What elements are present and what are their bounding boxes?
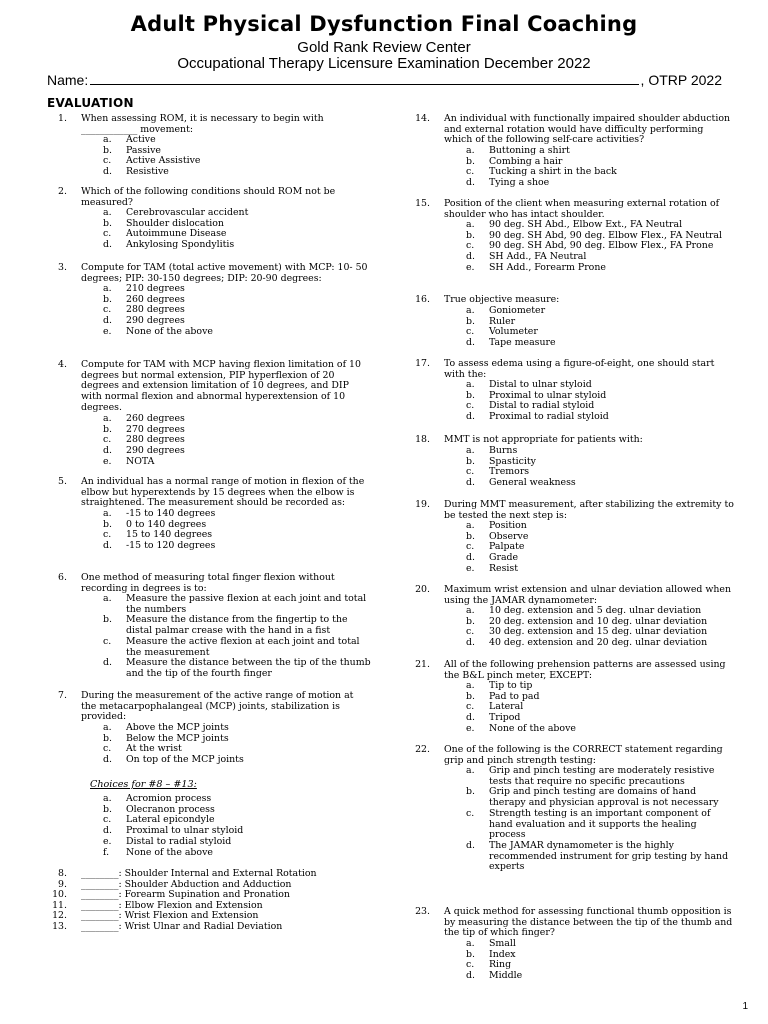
option-text: 290 degrees: [126, 445, 185, 457]
question-number: 16.: [415, 294, 430, 305]
question-number: 5.: [58, 476, 67, 487]
option-letter: d.: [103, 445, 112, 457]
answer-option: [444, 317, 734, 328]
choice-letter: c.: [103, 814, 112, 826]
option-text: SH Add., Forearm Prone: [489, 261, 606, 273]
answer-options: [444, 306, 734, 349]
answer-option: [444, 787, 734, 808]
option-letter: b.: [466, 615, 475, 627]
answer-option: [81, 615, 371, 636]
choice-item: [81, 848, 243, 859]
option-text: Tucking a shirt in the back: [489, 166, 617, 178]
choice-letter: f.: [103, 846, 110, 858]
option-text: Spasticity: [489, 455, 536, 467]
answer-option: [444, 263, 734, 274]
option-text: Distal to ulnar styloid: [489, 379, 592, 390]
page-number: 1: [742, 1001, 748, 1012]
option-letter: e.: [466, 722, 475, 734]
answer-option: [444, 146, 734, 157]
option-letter: c.: [466, 166, 475, 178]
answer-option: [444, 327, 734, 338]
choice-text: Acromion process: [126, 793, 212, 804]
question-stem: Compute for TAM (total active movement) with MCP: 10- 50 degrees; PIP: 30-150 degrees; DIP: 20-90 degrees:: [81, 262, 368, 284]
answer-options: [81, 208, 371, 251]
option-text: At the wrist: [126, 743, 182, 755]
option-text: Grade: [489, 552, 519, 564]
answer-option: [81, 594, 371, 615]
question-stem: All of the following prehension patterns are assessed using the B&L pinch meter, EXCEPT:: [444, 659, 726, 681]
option-text: 260 degrees: [126, 413, 185, 424]
option-text: Strength testing is an important component of hand evaluation and it supports the healing process: [489, 807, 711, 841]
option-text: On top of the MCP joints: [126, 754, 244, 766]
option-letter: b.: [466, 389, 475, 401]
document-title: Adult Physical Dysfunction Final Coaching: [130, 12, 638, 36]
option-text: 40 deg. extension and 20 deg. ulnar deviation: [489, 637, 708, 649]
option-text: 10 deg. extension and 5 deg. ulnar deviation: [489, 605, 702, 616]
answer-option: [444, 960, 734, 971]
option-letter: d.: [466, 839, 475, 851]
option-letter: c.: [103, 635, 112, 647]
question-stem: To assess edema using a figure-of-eight, one should start with the:: [444, 358, 715, 380]
option-letter: a.: [466, 605, 475, 616]
option-text: 280 degrees: [126, 434, 185, 446]
option-letter: e.: [103, 455, 112, 467]
option-letter: b.: [103, 732, 112, 744]
answer-options: [444, 521, 734, 575]
matching-number: 11.: [52, 899, 67, 911]
option-letter: a.: [103, 283, 112, 294]
option-letter: d.: [466, 712, 475, 724]
option-letter: b.: [103, 217, 112, 229]
option-letter: d.: [103, 239, 112, 251]
answer-option: [81, 637, 371, 658]
option-letter: c.: [466, 400, 475, 412]
option-text: Shoulder dislocation: [126, 217, 224, 229]
choice-letter: d.: [103, 825, 112, 837]
question-number: 21.: [415, 659, 430, 670]
answer-option: [81, 414, 371, 425]
option-letter: c.: [103, 228, 112, 240]
option-text: NOTA: [126, 455, 155, 467]
option-text: Proximal to ulnar styloid: [489, 389, 607, 401]
option-text: Burns: [489, 445, 518, 456]
answer-options: [444, 380, 734, 423]
answer-options: [81, 414, 371, 468]
answer-option: [81, 156, 371, 167]
answer-option: [81, 734, 371, 745]
option-text: Small: [489, 938, 516, 949]
option-text: 20 deg. extension and 10 deg. ulnar deviation: [489, 615, 708, 627]
option-text: 90 deg. SH Abd., Elbow Ext., FA Neutral: [489, 219, 683, 230]
option-text: Pad to pad: [489, 690, 540, 702]
option-text: Index: [489, 948, 516, 960]
answer-option: [81, 435, 371, 446]
answer-option: [81, 658, 371, 679]
question-number: 7.: [58, 690, 67, 701]
matching-number: 9.: [58, 878, 67, 890]
answer-option: [81, 305, 371, 316]
option-letter: b.: [103, 614, 112, 626]
answer-option: [81, 509, 371, 520]
option-text: None of the above: [126, 325, 213, 337]
option-text: 90 deg. SH Abd, 90 deg. Elbow Flex., FA Neutral: [489, 229, 722, 241]
option-letter: a.: [466, 305, 475, 316]
option-text: 260 degrees: [126, 293, 185, 305]
answer-option: [444, 553, 734, 564]
option-text: Buttoning a shirt: [489, 145, 570, 156]
answer-option: [444, 521, 734, 532]
matching-number: 13.: [52, 921, 67, 932]
answer-options: [81, 594, 371, 680]
option-text: Goniometer: [489, 305, 546, 316]
question-stem: An individual has a normal range of motion in flexion of the elbow but hyperextends by 15 degrees when the elbow is straightened. The measurement should be recorded as:: [81, 476, 365, 509]
answer-option: [444, 702, 734, 713]
answer-options: [81, 509, 371, 552]
option-text: -15 to 140 degrees: [126, 508, 216, 519]
option-text: 270 degrees: [126, 423, 185, 435]
answer-option: [81, 240, 371, 251]
choice-text: Distal to radial styloid: [126, 835, 232, 847]
option-letter: d.: [466, 637, 475, 649]
answer-options: [444, 146, 734, 189]
option-text: Tape measure: [489, 337, 556, 349]
question-stem: Compute for TAM with MCP having flexion limitation of 10 degrees but normal extension, PIP hyperflexion of 20 degrees and extension limitation of 10 degrees, and DIP with normal flexion and abnormal hyperextension of 10 degrees.: [81, 359, 361, 413]
answer-option: [81, 457, 371, 468]
option-text: Measure the passive flexion at each joint and total the numbers: [126, 593, 367, 615]
choice-letter: e.: [103, 835, 112, 847]
option-letter: b.: [103, 144, 112, 156]
option-text: 0 to 140 degrees: [126, 518, 207, 530]
choices-list: [81, 794, 243, 858]
answer-options: [444, 766, 734, 873]
option-text: Volumeter: [489, 326, 538, 338]
option-text: Measure the distance from the fingertip to the distal palmar crease with the hand in a fist: [126, 614, 348, 637]
matching-text: ________: Forearm Supination and Pronation: [81, 889, 290, 901]
question-number: 23.: [415, 906, 430, 917]
option-letter: b.: [466, 690, 475, 702]
option-letter: e.: [103, 325, 112, 337]
question-stem: Which of the following conditions should ROM not be measured?: [81, 186, 336, 208]
option-text: General weakness: [489, 477, 576, 489]
option-letter: e.: [466, 261, 475, 273]
option-letter: a.: [103, 413, 112, 424]
answer-option: [444, 971, 734, 982]
option-text: Above the MCP joints: [126, 722, 229, 733]
answer-option: [444, 167, 734, 178]
question-stem: True objective measure:: [444, 294, 560, 305]
option-letter: c.: [103, 304, 112, 316]
answer-option: [444, 338, 734, 349]
option-letter: d.: [466, 477, 475, 489]
option-text: None of the above: [489, 722, 576, 734]
question-stem: Position of the client when measuring external rotation of shoulder who has intact shoulder.: [444, 198, 720, 220]
answer-options: [81, 135, 371, 178]
option-letter: d.: [103, 754, 112, 766]
answer-option: [444, 446, 734, 457]
option-letter: c.: [103, 743, 112, 755]
name-label: Name:: [47, 72, 89, 88]
answer-options: [444, 939, 734, 982]
option-text: The JAMAR dynamometer is the highly recommended instrument for grip testing by hand experts: [489, 839, 729, 873]
question-number: 1.: [58, 113, 67, 124]
option-text: SH Add., FA Neutral: [489, 251, 587, 263]
review-center-name: Gold Rank Review Center: [297, 39, 471, 56]
option-letter: b.: [466, 786, 475, 798]
option-letter: d.: [466, 251, 475, 263]
option-letter: a.: [466, 445, 475, 456]
question-stem: When assessing ROM, it is necessary to begin with ____________ movement:: [81, 113, 324, 135]
option-text: Ruler: [489, 315, 516, 327]
answer-option: [444, 939, 734, 950]
option-text: Lateral: [489, 701, 524, 713]
option-text: Tying a shoe: [489, 177, 550, 189]
answer-option: [81, 541, 371, 552]
option-letter: d.: [466, 177, 475, 189]
answer-option: [444, 766, 734, 787]
option-letter: c.: [466, 541, 475, 553]
answer-options: [444, 446, 734, 489]
matching-number: 8.: [58, 868, 67, 879]
choice-text: Proximal to ulnar styloid: [126, 825, 244, 837]
answer-option: [444, 478, 734, 489]
option-text: Below the MCP joints: [126, 732, 229, 744]
option-letter: e.: [466, 562, 475, 574]
option-letter: a.: [103, 593, 112, 604]
question-number: 19.: [415, 499, 430, 510]
answer-option: [444, 713, 734, 724]
matching-text: ________: Elbow Flexion and Extension: [81, 899, 263, 911]
choice-text: Olecranon process: [126, 803, 215, 815]
question-stem: During MMT measurement, after stabilizing the extremity to be tested the next step is:: [444, 499, 734, 521]
option-text: 30 deg. extension and 15 deg. ulnar deviation: [489, 626, 708, 638]
answer-option: [444, 692, 734, 703]
matching-number: 12.: [52, 910, 67, 922]
option-letter: a.: [103, 134, 112, 145]
option-letter: d.: [466, 552, 475, 564]
option-letter: d.: [466, 337, 475, 349]
question-stem: An individual with functionally impaired shoulder abduction and external rotation would have difficulty performing which of the following self-care activities?: [444, 113, 730, 146]
option-text: Tip to tip: [489, 680, 533, 691]
option-text: Combing a hair: [489, 155, 563, 167]
answer-option: [81, 208, 371, 219]
option-letter: a.: [466, 765, 475, 776]
option-text: Grip and pinch testing are moderately resistive tests that require no specific precautions: [489, 765, 715, 787]
option-text: Palpate: [489, 541, 525, 553]
answer-option: [444, 564, 734, 575]
question-stem: During the measurement of the active range of motion at the metacarpophalangeal (MCP) joints, stabilization is provided:: [81, 690, 354, 723]
option-text: Autoimmune Disease: [126, 228, 227, 240]
answer-option: [444, 178, 734, 189]
name-suffix: , OTRP 2022: [640, 72, 722, 88]
answer-option: [81, 327, 371, 338]
option-letter: c.: [466, 466, 475, 478]
option-letter: a.: [466, 680, 475, 691]
question-number: 3.: [58, 262, 67, 273]
question-stem: One of the following is the CORRECT statement regarding grip and pinch strength testing:: [444, 744, 723, 766]
answer-option: [444, 841, 734, 873]
option-text: -15 to 120 degrees: [126, 540, 216, 552]
option-letter: d.: [466, 411, 475, 423]
answer-option: [81, 755, 371, 766]
question-number: 20.: [415, 584, 430, 595]
answer-option: [444, 457, 734, 468]
choice-letter: a.: [103, 793, 112, 804]
option-text: Distal to radial styloid: [489, 400, 595, 412]
option-letter: a.: [466, 938, 475, 949]
question-number: 15.: [415, 198, 430, 209]
option-text: Active Assistive: [126, 155, 201, 167]
option-text: Middle: [489, 970, 523, 982]
option-letter: c.: [103, 529, 112, 541]
answer-options: [444, 220, 734, 274]
option-letter: d.: [103, 540, 112, 552]
option-letter: a.: [103, 722, 112, 733]
question-number: 17.: [415, 358, 430, 369]
option-letter: c.: [466, 701, 475, 713]
answer-option: [81, 425, 371, 436]
option-text: 210 degrees: [126, 283, 185, 294]
option-text: Observe: [489, 530, 529, 542]
option-letter: b.: [103, 518, 112, 530]
question-stem: A quick method for assessing functional thumb opposition is by measuring the distance between the tip of the thumb and the tip of which finger?: [444, 906, 733, 939]
question-number: 6.: [58, 572, 67, 583]
answer-option: [81, 446, 371, 457]
option-letter: a.: [466, 520, 475, 531]
matching-text: ________: Shoulder Abduction and Adduction: [81, 878, 292, 890]
option-letter: b.: [466, 455, 475, 467]
question-stem: MMT is not appropriate for patients with:: [444, 434, 643, 445]
choice-text: None of the above: [126, 846, 213, 858]
option-letter: c.: [466, 807, 475, 819]
option-letter: c.: [103, 434, 112, 446]
name-row: [47, 72, 722, 88]
answer-option: [444, 950, 734, 961]
answer-option: [444, 412, 734, 423]
option-text: Resist: [489, 562, 518, 574]
question-stem: Maximum wrist extension and ulnar deviation allowed when using the JAMAR dynamometer:: [444, 584, 732, 606]
answer-option: [81, 146, 371, 157]
answer-option: [81, 135, 371, 146]
option-letter: b.: [466, 155, 475, 167]
option-letter: a.: [103, 508, 112, 519]
option-text: 90 deg. SH Abd, 90 deg. Elbow Flex., FA Prone: [489, 240, 714, 252]
answer-option: [444, 724, 734, 735]
option-letter: d.: [466, 970, 475, 982]
answer-option: [81, 316, 371, 327]
answer-options: [444, 606, 734, 649]
option-text: Ring: [489, 959, 512, 971]
answer-option: [444, 467, 734, 478]
choice-letter: b.: [103, 803, 112, 815]
section-title: EVALUATION: [47, 96, 134, 110]
option-letter: c.: [466, 240, 475, 252]
answer-option: [444, 306, 734, 317]
option-letter: b.: [103, 423, 112, 435]
answer-option: [444, 241, 734, 252]
option-letter: b.: [466, 530, 475, 542]
answer-option: [444, 809, 734, 841]
option-text: Resistive: [126, 166, 169, 178]
option-letter: c.: [103, 155, 112, 167]
exam-name: Occupational Therapy Licensure Examination December 2022: [177, 55, 591, 72]
choices-heading: Choices for #8 – #13:: [90, 779, 197, 790]
option-text: 15 to 140 degrees: [126, 529, 213, 541]
answer-option: [81, 520, 371, 531]
answer-option: [81, 530, 371, 541]
answer-option: [444, 542, 734, 553]
question-number: 22.: [415, 744, 430, 755]
answer-options: [444, 681, 734, 735]
option-letter: a.: [466, 219, 475, 230]
answer-option: [444, 681, 734, 692]
option-text: Position: [489, 520, 527, 531]
option-text: Tremors: [489, 466, 530, 478]
answer-option: [81, 167, 371, 178]
choice-text: Lateral epicondyle: [126, 814, 215, 826]
option-text: Tripod: [489, 712, 521, 724]
question-number: 14.: [415, 113, 430, 124]
option-letter: d.: [103, 315, 112, 327]
matching-number: 10.: [52, 889, 67, 901]
option-letter: b.: [466, 229, 475, 241]
option-letter: d.: [103, 657, 112, 669]
matching-text: ________: Shoulder Internal and External Rotation: [81, 868, 317, 879]
option-text: Cerebrovascular accident: [126, 207, 249, 218]
name-blank-line: [90, 72, 638, 85]
option-text: Ankylosing Spondylitis: [126, 239, 235, 251]
option-text: Measure the distance between the tip of the thumb and the tip of the fourth finger: [126, 657, 371, 679]
matching-text: ________: Wrist Ulnar and Radial Deviation: [81, 921, 283, 932]
option-text: 280 degrees: [126, 304, 185, 316]
answer-option: [444, 532, 734, 543]
question-number: 18.: [415, 434, 430, 445]
option-letter: b.: [466, 315, 475, 327]
option-text: Measure the active flexion at each joint and total the measurement: [126, 635, 360, 658]
option-letter: c.: [466, 626, 475, 638]
question-stem: One method of measuring total finger flexion without recording in degrees is to:: [81, 572, 335, 594]
option-text: 290 degrees: [126, 315, 185, 327]
answer-option: [444, 638, 734, 649]
answer-options: [81, 723, 371, 766]
answer-option: [81, 295, 371, 306]
option-letter: a.: [466, 379, 475, 390]
option-letter: c.: [466, 326, 475, 338]
option-text: Proximal to radial styloid: [489, 411, 609, 423]
matching-text: ________: Wrist Flexion and Extension: [81, 910, 259, 922]
option-letter: c.: [466, 959, 475, 971]
question-number: 2.: [58, 186, 67, 197]
question-number: 4.: [58, 359, 67, 370]
answer-options: [81, 284, 371, 338]
option-letter: a.: [103, 207, 112, 218]
option-letter: d.: [103, 166, 112, 178]
option-letter: b.: [466, 948, 475, 960]
option-text: Passive: [126, 144, 161, 156]
option-letter: a.: [466, 145, 475, 156]
option-letter: b.: [103, 293, 112, 305]
option-text: Grip and pinch testing are domains of hand therapy and physician approval is not necessary: [489, 786, 719, 809]
answer-option: [81, 284, 371, 295]
option-text: Active: [126, 134, 156, 145]
